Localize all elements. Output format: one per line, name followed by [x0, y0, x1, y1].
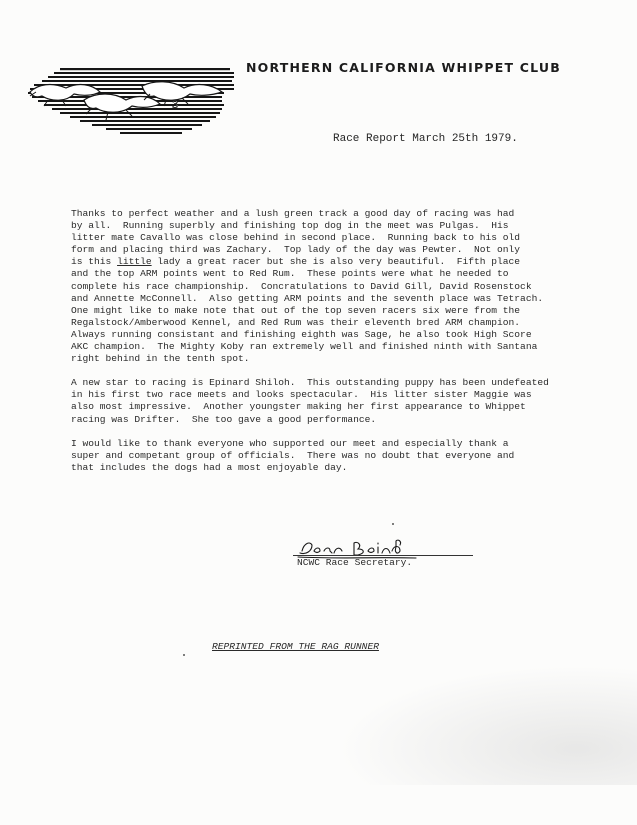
paragraph-thanks: [71, 438, 611, 474]
text-line: and Annette McConnell. Also getting ARM points and the seventh place was Tetrach.: [71, 292, 544, 304]
text-line-composite: [71, 256, 611, 268]
text-line: by all. Running superbly and finishing top dog in the meet was Pulgas. His: [71, 220, 509, 232]
club-name: NORTHERN CALIFORNIA WHIPPET CLUB: [246, 60, 561, 75]
text-line: in his first two race meets and looks spectacular. His litter sister Maggie was: [71, 389, 532, 401]
text-line: super and competant group of officials. There was no doubt that everyone and: [71, 449, 515, 461]
text-segment: is this: [71, 256, 118, 268]
text-line: form and placing third was Zachary. Top lady of the day was Pewter. Not only: [71, 244, 521, 256]
text-line: One might like to make note that out of the top seven racers six were from the: [71, 304, 521, 316]
text-line: complete his race championship. Concratulations to David Gill, David Rosenstock: [71, 280, 532, 292]
reprint-note: REPRINTED FROM THE RAG RUNNER: [212, 641, 379, 652]
text-line: right behind in the tenth spot.: [71, 353, 250, 365]
svg-text:3: 3: [172, 100, 179, 111]
report-title: Race Report March 25th 1979.: [333, 133, 518, 145]
text-line: also most impressive. Another youngster making her first appearance to Whippet: [71, 401, 526, 413]
speck: [183, 654, 185, 656]
signature-title: NCWC Race Secretary.: [297, 557, 413, 568]
underlined-word: little: [117, 256, 152, 268]
text-segment: lady a great racer but she is also very beautiful. Fifth place: [151, 256, 521, 268]
text-line: that includes the dogs had a most enjoyable day.: [71, 461, 348, 473]
text-line: Always running consistant and finishing eighth was Sage, he also took High Score: [71, 328, 532, 340]
text-line: A new star to racing is Epinard Shiloh. This outstanding puppy has been undefeated: [71, 377, 549, 389]
paragraph-results: [71, 208, 611, 365]
text-line: I would like to thank everyone who supported our meet and especially thank a: [71, 437, 509, 449]
text-line: Thanks to perfect weather and a lush green track a good day of racing was had: [71, 208, 515, 219]
speck: [392, 523, 394, 525]
text-line: AKC champion. The Mighty Koby ran extremely well and finished ninth with Santana: [71, 341, 538, 353]
report-body: [71, 208, 611, 486]
text-line: Regalstock/Amberwood Kennel, and Red Rum was their eleventh bred ARM champion.: [71, 316, 521, 328]
text-line: and the top ARM points went to Red Rum. These points were what he needed to: [71, 268, 509, 280]
paragraph-new-star: [71, 377, 611, 425]
text-line: litter mate Cavallo was close behind in second place. Running back to his old: [71, 232, 521, 244]
racing-whippets-logo: [22, 62, 240, 144]
signature-line: [293, 555, 473, 556]
text-line: racing was Drifter. She too gave a good performance.: [71, 413, 377, 425]
